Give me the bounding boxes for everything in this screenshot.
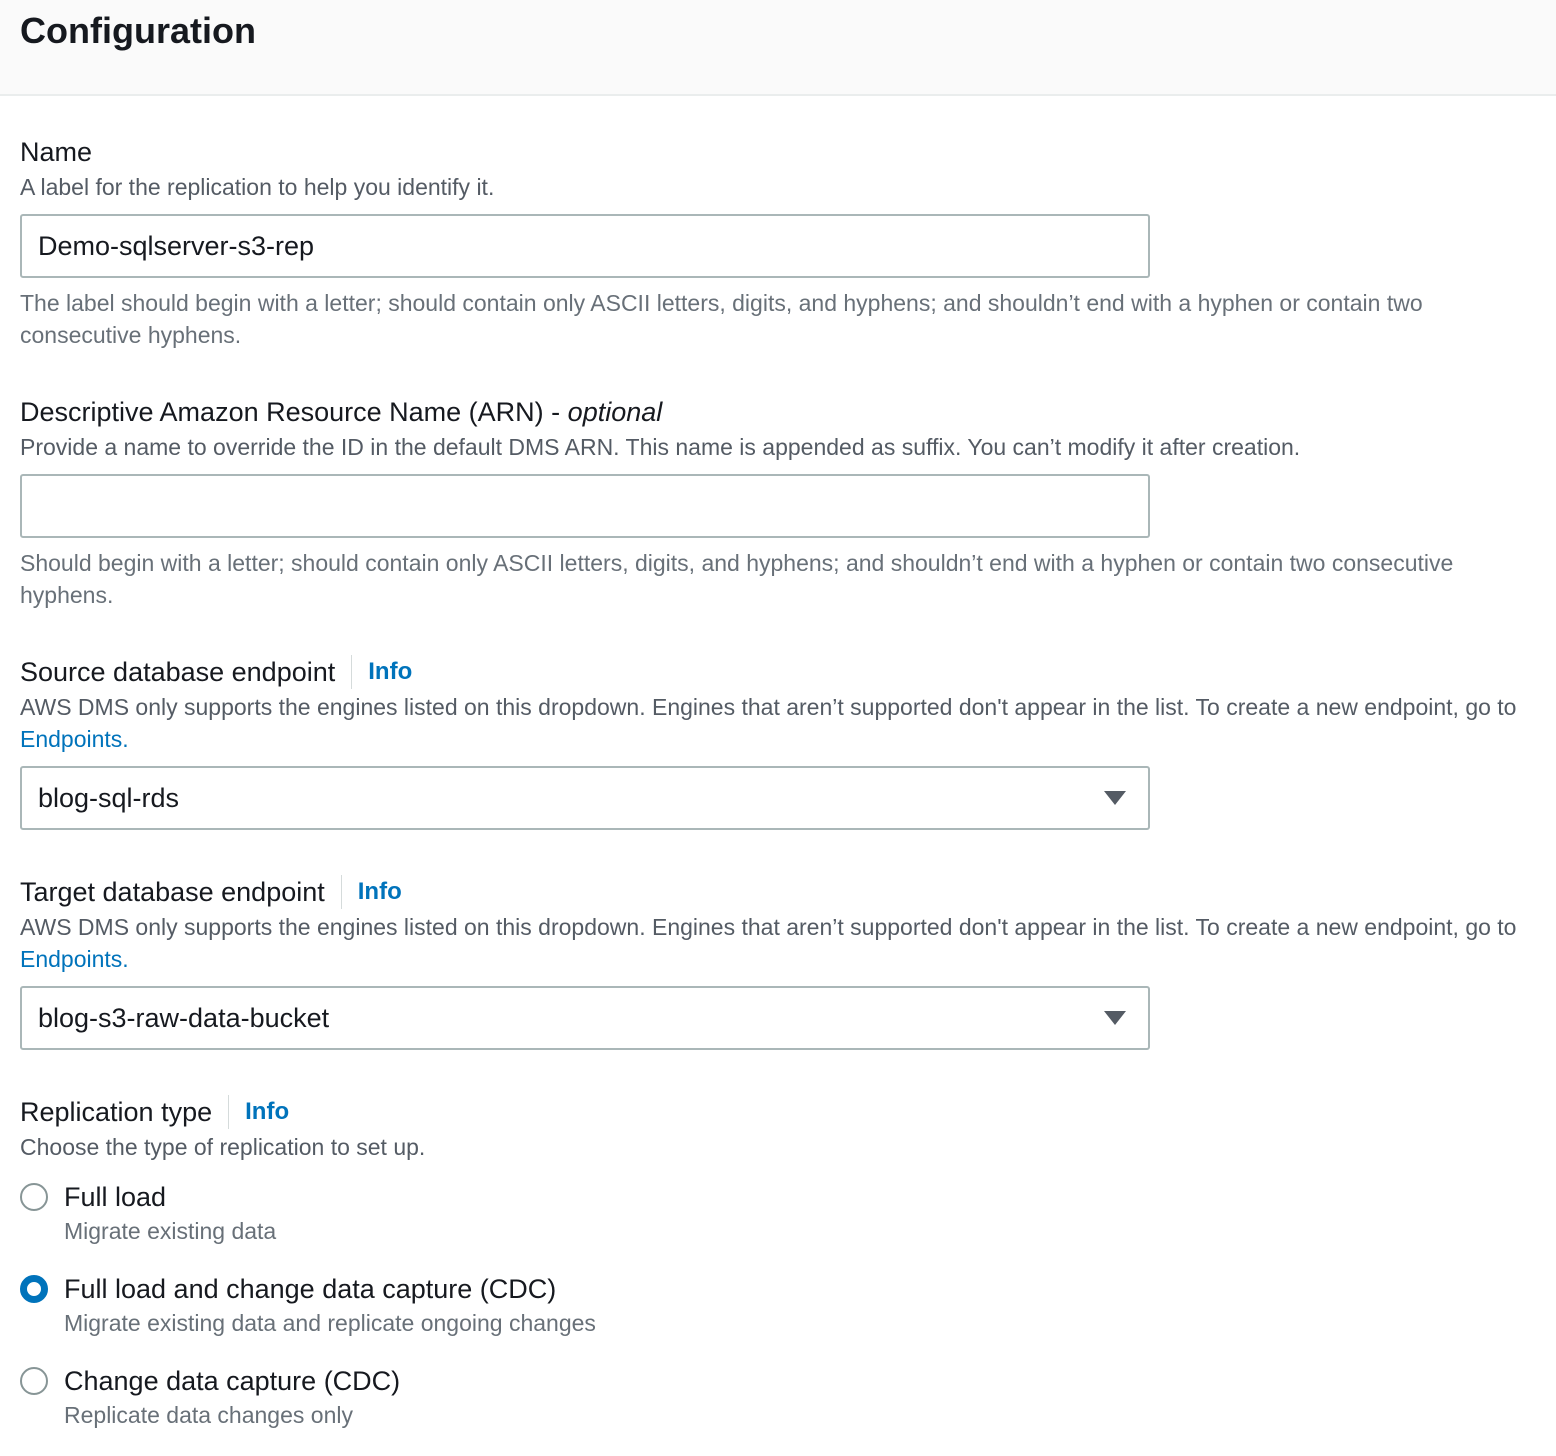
- radio-option-description: Migrate existing data and replicate ongoing changes: [64, 1310, 596, 1336]
- replication-type-description: Choose the type of replication to set up.: [20, 1134, 426, 1160]
- info-divider: [228, 1095, 229, 1129]
- arn-label: [20, 393, 1300, 431]
- arn-constraint: Should begin with a letter; should contain only ASCII letters, digits, and hyphens; and shouldn’t end with a hyphen or contain two consecutive hyphens.: [20, 550, 1454, 608]
- replication-type-info-link[interactable]: Info: [245, 1098, 290, 1125]
- replication-type-group: [20, 1093, 425, 1163]
- arn-input[interactable]: [20, 474, 1150, 538]
- source-endpoint-info-link[interactable]: Info: [368, 658, 413, 685]
- source-endpoint-label-row: [20, 653, 1520, 691]
- target-endpoint-description: [20, 911, 1520, 975]
- info-divider: [351, 655, 352, 689]
- source-endpoints-link[interactable]: Endpoints.: [20, 726, 129, 752]
- arn-optional-tag: optional: [567, 397, 663, 427]
- radio-option-label: Change data capture (CDC): [64, 1366, 401, 1396]
- radio-option-label: Full load: [64, 1182, 167, 1212]
- target-endpoint-label: Target database endpoint: [20, 877, 325, 907]
- page-title: Configuration: [20, 10, 256, 51]
- target-endpoint-selected-value: blog-s3-raw-data-bucket: [38, 1003, 330, 1033]
- radio-option-description: Migrate existing data: [64, 1218, 277, 1244]
- name-input[interactable]: [20, 214, 1150, 278]
- replication-type-label: Replication type: [20, 1097, 213, 1127]
- source-endpoint-group: [20, 653, 1520, 755]
- source-endpoint-label: Source database endpoint: [20, 657, 336, 687]
- name-label: Name: [20, 137, 93, 167]
- radio-option-label: Full load and change data capture (CDC): [64, 1274, 557, 1304]
- radio-button-selected[interactable]: [20, 1275, 48, 1303]
- target-endpoint-description-text: AWS DMS only supports the engines listed on this dropdown. Engines that aren’t supported don't appear in the list. To create a new endpoint, go to: [20, 914, 1517, 940]
- name-constraint: The label should begin with a letter; should contain only ASCII letters, digits, and hyphens; and shouldn’t end with a hyphen or contain two consecutive hyphens.: [20, 290, 1423, 348]
- target-endpoints-link[interactable]: Endpoints.: [20, 946, 129, 972]
- panel-header: [0, 0, 1556, 96]
- target-endpoint-group: [20, 873, 1520, 975]
- name-field-group: [20, 133, 494, 203]
- radio-button[interactable]: [20, 1183, 48, 1211]
- info-divider: [341, 875, 342, 909]
- arn-label-text: Descriptive Amazon Resource Name (ARN) -: [20, 397, 568, 427]
- source-endpoint-select[interactable]: [20, 766, 1150, 830]
- target-endpoint-select[interactable]: [20, 986, 1150, 1050]
- arn-description: Provide a name to override the ID in the default DMS ARN. This name is appended as suffix. You can’t modify it after creation.: [20, 434, 1301, 460]
- source-endpoint-description: [20, 691, 1520, 755]
- caret-down-icon: [1104, 1011, 1126, 1025]
- arn-field-group: [20, 393, 1300, 463]
- target-endpoint-label-row: [20, 873, 1520, 911]
- radio-option-description: Replicate data changes only: [64, 1402, 353, 1428]
- radio-button[interactable]: [20, 1367, 48, 1395]
- source-endpoint-selected-value: blog-sql-rds: [38, 783, 180, 813]
- name-description: A label for the replication to help you identify it.: [20, 174, 495, 200]
- target-endpoint-info-link[interactable]: Info: [357, 878, 402, 905]
- source-endpoint-description-text: AWS DMS only supports the engines listed on this dropdown. Engines that aren’t supported don't appear in the list. To create a new endpoint, go to: [20, 694, 1517, 720]
- replication-type-label-row: [20, 1093, 425, 1131]
- caret-down-icon: [1104, 791, 1126, 805]
